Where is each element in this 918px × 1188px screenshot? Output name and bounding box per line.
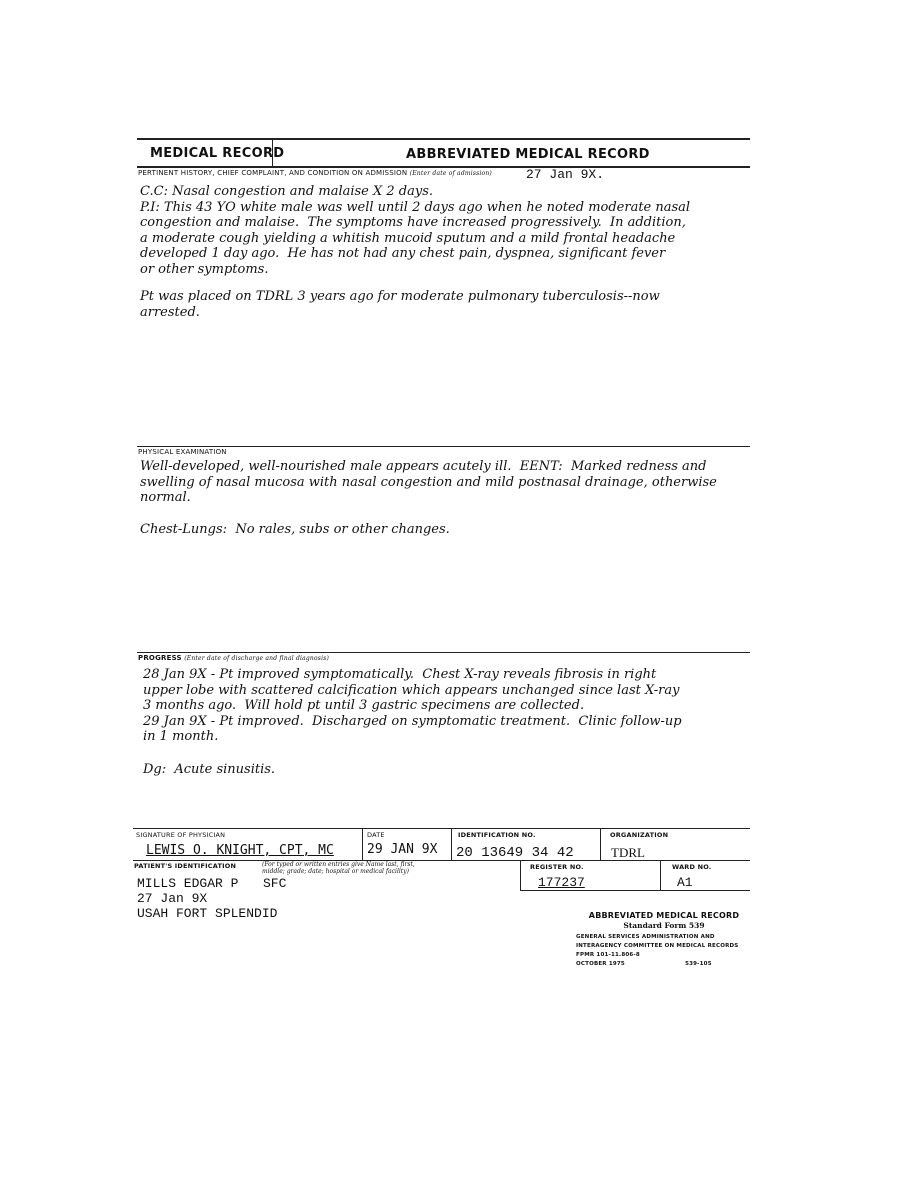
footer-fpmr-line: FPMR 101-11.806-8 (576, 952, 640, 958)
signature-field: LEWIS O. KNIGHT, CPT, MC (146, 843, 334, 858)
signature-top-rule (133, 828, 750, 829)
present-illness-line: developed 1 day ago. He has not had any chest pain, dyspnea, significant fever (140, 246, 666, 262)
patient-date: 27 Jan 9X (137, 891, 208, 906)
progress-line: upper lobe with scattered calcification which appears unchanged since last X-ray (143, 682, 680, 698)
present-illness-line: a moderate cough yielding a whitish mucoid sputum and a mild frontal headache (140, 230, 676, 246)
progress-line: 3 months ago. Will hold pt until 3 gastric specimens are collected. (143, 698, 585, 714)
progress-label: PROGRESS (Enter date of discharge and final diagnosis) (138, 654, 330, 662)
exam-line: Well-developed, well-nourished male appears acutely ill. EENT: Marked redness and (140, 459, 707, 474)
ward-divider (660, 861, 661, 890)
history-label-hint: (Enter date of admission) (409, 170, 492, 177)
footer-edition-line: OCTOBER 1975 539-105 (576, 961, 712, 967)
date-divider (451, 829, 452, 860)
organization-label: ORGANIZATION (610, 831, 669, 839)
signature-bottom-rule (133, 860, 750, 861)
header-bottom-rule (137, 166, 750, 168)
progress-line: 28 Jan 9X - Pt improved symptomatically. Chest X-ray reveals fibrosis in right (143, 667, 657, 682)
physical-exam-text (140, 459, 717, 506)
id-divider (600, 829, 601, 860)
patient-name: MILLS EDGAR P (137, 876, 239, 891)
identification-value: 20 13649 34 42 (456, 845, 574, 861)
footer-subtitle: Standard Form 539 (623, 921, 705, 930)
form-footer (576, 911, 752, 969)
patient-facility: USAH FORT SPLENDID (137, 906, 278, 921)
date-value: 29 JAN 9X (367, 842, 438, 857)
tdrl-line: Pt was placed on TDRL 3 years ago for moderate pulmonary tuberculosis--now (140, 289, 660, 304)
register-bottom-rule (520, 890, 750, 891)
ward-value: A1 (677, 875, 693, 890)
form-title: ABBREVIATED MEDICAL RECORD (406, 147, 650, 162)
progress-rule (137, 652, 750, 653)
admission-date: 27 Jan 9X. (526, 167, 605, 182)
tdrl-note (140, 289, 660, 320)
patient-grade: SFC (263, 876, 287, 891)
medical-record-title: MEDICAL RECORD (150, 146, 285, 161)
footer-agency-line: INTERAGENCY COMMITTEE ON MEDICAL RECORDS (576, 943, 739, 949)
physical-exam-label: PHYSICAL EXAMINATION (138, 448, 227, 456)
signature-label: SIGNATURE OF PHYSICIAN (136, 831, 226, 839)
progress-label-hint: (Enter date of discharge and final diagnosis) (184, 655, 330, 662)
ward-label: WARD NO. (672, 863, 712, 871)
chief-complaint-line: C.C: Nasal congestion and malaise X 2 days. (140, 184, 434, 199)
date-label: DATE (367, 831, 385, 839)
identification-label: IDENTIFICATION NO. (458, 831, 536, 839)
footer-title: ABBREVIATED MEDICAL RECORD (588, 911, 740, 920)
register-value: 177237 (538, 875, 585, 890)
chest-lungs-line: Chest-Lungs: No rales, subs or other changes. (140, 522, 450, 537)
progress-line: in 1 month. (143, 729, 219, 745)
exam-line: swelling of nasal mucosa with nasal congestion and mild postnasal drainage, otherwise (140, 474, 717, 490)
present-illness-line: P.I: This 43 YO white male was well until 2 days ago when he noted moderate nasal (140, 199, 691, 215)
footer-agency-line: GENERAL SERVICES ADMINISTRATION AND (576, 934, 715, 940)
register-label: REGISTER NO. (530, 863, 584, 871)
organization-value: TDRL (611, 845, 645, 860)
exam-line: normal. (140, 490, 191, 506)
history-label: PERTINENT HISTORY, CHIEF COMPLAINT, AND CONDITION ON ADMISSION (Enter date of admission) (138, 169, 492, 177)
signature-divider (362, 829, 363, 860)
history-text (140, 184, 690, 278)
progress-line: 29 Jan 9X - Pt improved. Discharged on symptomatic treatment. Clinic follow-up (143, 713, 682, 729)
physical-exam-rule (137, 446, 750, 447)
header-top-rule (137, 138, 750, 140)
present-illness-line: congestion and malaise. The symptoms have increased progressively. In addition, (140, 215, 686, 231)
tdrl-line: arrested. (140, 304, 200, 320)
patient-id-label: PATIENT'S IDENTIFICATION (134, 862, 237, 870)
progress-text (143, 667, 682, 745)
diagnosis-line: Dg: Acute sinusitis. (143, 762, 276, 777)
present-illness-line: or other symptoms. (140, 261, 269, 277)
patient-id-hint: (For typed or written entries give Name last, first, middle; grade; date; hospital or medical facility) (262, 861, 415, 875)
register-divider-left (520, 861, 521, 890)
